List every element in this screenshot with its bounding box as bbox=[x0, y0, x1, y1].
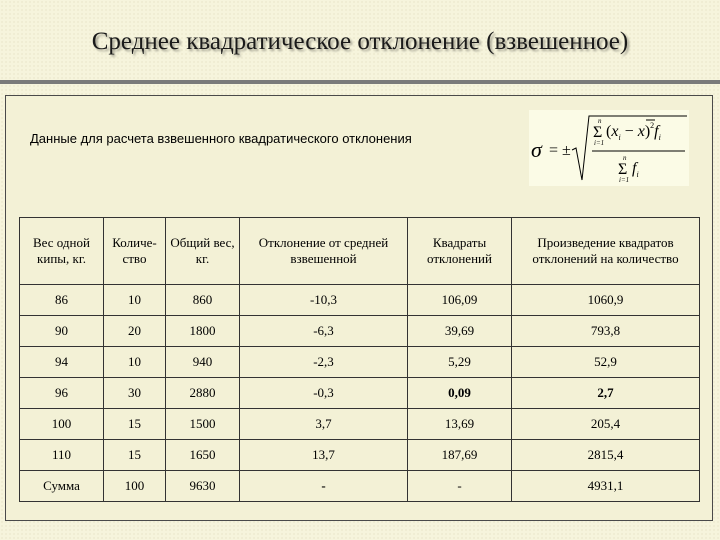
cell: 9630 bbox=[166, 471, 240, 502]
cell: 2815,4 bbox=[512, 440, 700, 471]
cell: 52,9 bbox=[512, 347, 700, 378]
cell: - bbox=[408, 471, 512, 502]
cell: 860 bbox=[166, 285, 240, 316]
formula-den-sigma-bottom: i=1 bbox=[619, 176, 630, 184]
cell: 90 bbox=[20, 316, 104, 347]
cell: 2880 bbox=[166, 378, 240, 409]
formula-eq-pm: = ± bbox=[549, 142, 571, 159]
cell: 205,4 bbox=[512, 409, 700, 440]
header-quantity: Количе-ство bbox=[104, 218, 166, 285]
cell: 187,69 bbox=[408, 440, 512, 471]
cell: 106,09 bbox=[408, 285, 512, 316]
header-squared-deviation: Квадраты отклонений bbox=[408, 218, 512, 285]
cell: 3,7 bbox=[240, 409, 408, 440]
header-deviation: Отклонение от средней взвешенной bbox=[240, 218, 408, 285]
header-total-weight: Общий вес, кг. bbox=[166, 218, 240, 285]
table-row bbox=[20, 409, 700, 440]
cell: 10 bbox=[104, 347, 166, 378]
cell: 100 bbox=[104, 471, 166, 502]
cell: 13,69 bbox=[408, 409, 512, 440]
cell: 110 bbox=[20, 440, 104, 471]
header-bale-weight: Вес одной кипы, кг. bbox=[20, 218, 104, 285]
weighted-std-formula bbox=[529, 110, 689, 186]
cell: 1500 bbox=[166, 409, 240, 440]
formula-numerator: $(x_i - x)^2f_i$ bbox=[606, 121, 661, 142]
cell: 1060,9 bbox=[512, 285, 700, 316]
formula-sigma: σ bbox=[531, 137, 542, 162]
cell: 30 bbox=[104, 378, 166, 409]
cell: 0,09 bbox=[408, 378, 512, 409]
formula-den-sigma: Σ bbox=[618, 161, 628, 178]
formula-num-sigma-top: n bbox=[598, 117, 602, 125]
cell: 39,69 bbox=[408, 316, 512, 347]
cell: 2,7 bbox=[512, 378, 700, 409]
cell: -10,3 bbox=[240, 285, 408, 316]
cell: 20 bbox=[104, 316, 166, 347]
cell: 4931,1 bbox=[512, 471, 700, 502]
cell: 10 bbox=[104, 285, 166, 316]
formula-den-sigma-top: n bbox=[623, 154, 627, 162]
cell: -0,3 bbox=[240, 378, 408, 409]
cell: Сумма bbox=[20, 471, 104, 502]
table-total-row bbox=[20, 471, 700, 502]
cell: - bbox=[240, 471, 408, 502]
formula-num-sigma: Σ bbox=[593, 124, 603, 141]
cell: 15 bbox=[104, 440, 166, 471]
header-weighted-squares: Произведение квадратов отклонений на количество bbox=[512, 218, 700, 285]
table-row bbox=[20, 440, 700, 471]
cell: 1650 bbox=[166, 440, 240, 471]
table-caption: Данные для расчета взвешенного квадратического отклонения bbox=[30, 131, 412, 146]
cell: 15 bbox=[104, 409, 166, 440]
cell: 940 bbox=[166, 347, 240, 378]
table-row bbox=[20, 285, 700, 316]
weighted-deviation-table bbox=[19, 217, 700, 502]
cell: 94 bbox=[20, 347, 104, 378]
cell: -6,3 bbox=[240, 316, 408, 347]
slide-title: Среднее квадратическое отклонение (взвешенное) bbox=[91, 28, 629, 55]
title-divider bbox=[0, 80, 720, 84]
cell: 96 bbox=[20, 378, 104, 409]
cell: -2,3 bbox=[240, 347, 408, 378]
table-row bbox=[20, 378, 700, 409]
cell: 1800 bbox=[166, 316, 240, 347]
cell: 5,29 bbox=[408, 347, 512, 378]
cell: 100 bbox=[20, 409, 104, 440]
formula-denominator: $f_i$ bbox=[632, 160, 639, 179]
cell: 793,8 bbox=[512, 316, 700, 347]
cell: 13,7 bbox=[240, 440, 408, 471]
table-row bbox=[20, 316, 700, 347]
table-row bbox=[20, 347, 700, 378]
table-header-row bbox=[20, 218, 700, 285]
cell: 86 bbox=[20, 285, 104, 316]
formula-num-sigma-bottom: i=1 bbox=[594, 139, 605, 147]
